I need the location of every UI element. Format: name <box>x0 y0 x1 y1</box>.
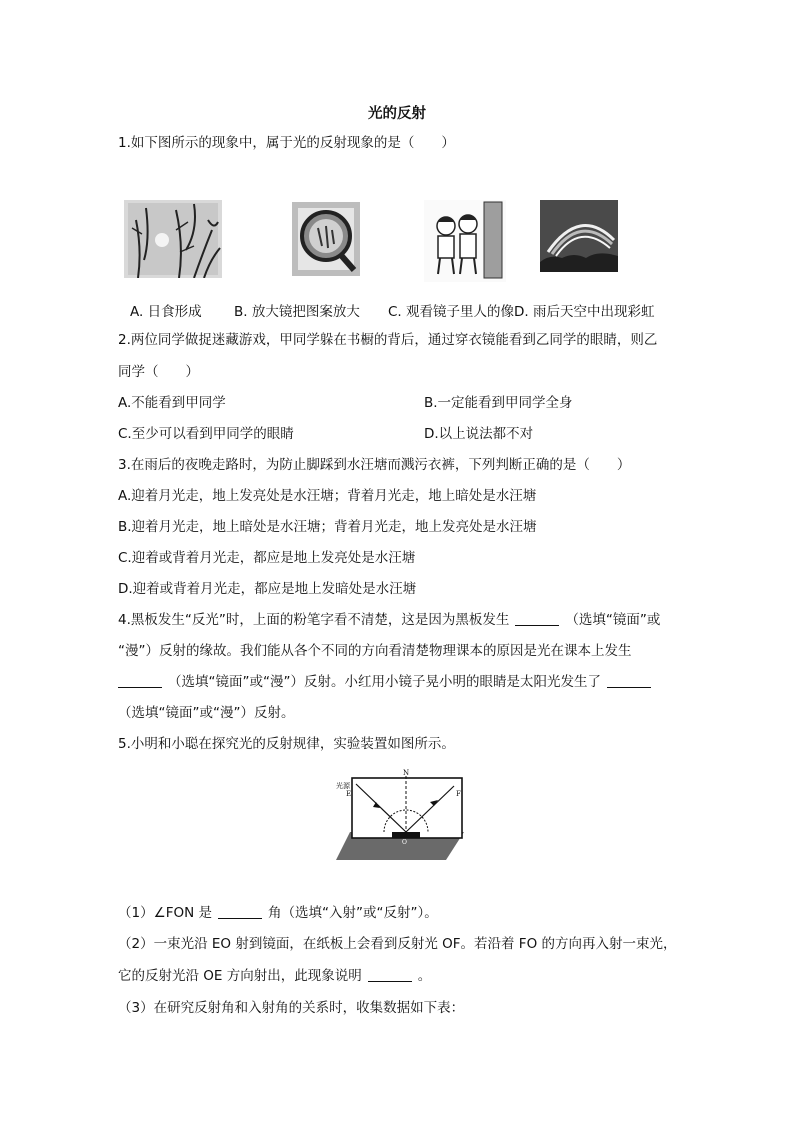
q5-blank-1[interactable] <box>218 904 262 919</box>
q2-option-c: C.至少可以看到甲同学的眼睛 <box>118 426 294 442</box>
q5-part-2-cont <box>118 966 431 986</box>
q5-blank-2[interactable] <box>368 967 412 982</box>
q4-text-3a: （选填“镜面”或“漫”）反射。小红用小镜子晃小明的眼睛是太阳光发生了 <box>168 674 601 690</box>
q5-p2-text-c: 。 <box>417 968 432 984</box>
q4-line-2: “漫”）反射的缘故。我们能从各个不同的方向看清楚物理课本的原因是光在课本上发生 <box>118 643 632 659</box>
q4-line-4: （选填“镜面”或“漫”）反射。 <box>118 705 295 721</box>
q5-p1-text-a: （1）∠FON 是 <box>118 905 212 921</box>
q1-option-d: D. 雨后天空中出现彩虹 <box>514 304 655 320</box>
q4-line-1 <box>118 610 660 630</box>
label-e: E <box>346 790 352 798</box>
q3-stem: 3.在雨后的夜晚走路时，为防止脚踩到水汪塘而溅污衣裤，下列判断正确的是（ ） <box>118 457 631 473</box>
rainbow-picture <box>540 200 618 272</box>
reflection-apparatus-figure <box>336 766 466 866</box>
q5-part-3: （3）在研究反射角和入射角的关系时，收集数据如下表： <box>118 1000 465 1016</box>
q4-text-1b: （选填“镜面”或 <box>565 612 661 628</box>
q4-blank-2[interactable] <box>118 673 162 688</box>
q3-option-a: A.迎着月光走，地上发亮处是水汪塘；背着月光走，地上暗处是水汪塘 <box>118 488 537 504</box>
q3-option-d: D.迎着或背着月光走，都应是地上发暗处是水汪塘 <box>118 581 417 597</box>
q1-option-c: C. 观看镜子里人的像 <box>388 304 515 320</box>
q5-stem: 5.小明和小聪在探究光的反射规律，实验装置如图所示。 <box>118 736 455 752</box>
label-n: N <box>403 769 410 777</box>
q2-option-d: D.以上说法都不对 <box>424 426 534 442</box>
q2-stem: 2.两位同学做捉迷藏游戏，甲同学躲在书橱的背后，通过穿衣镜能看到乙同学的眼睛，则乙 <box>118 332 658 348</box>
label-f: F <box>456 790 461 798</box>
eclipse-picture <box>124 200 222 278</box>
q1-option-b: B. 放大镜把图案放大 <box>234 304 360 320</box>
q2-option-a: A.不能看到甲同学 <box>118 395 226 411</box>
mirror-picture <box>424 200 506 282</box>
q4-blank-1[interactable] <box>515 611 559 626</box>
q1-option-a: A. 日食形成 <box>130 304 202 320</box>
q5-p2-text-b: 它的反射光沿 OE 方向射出，此现象说明 <box>118 968 362 984</box>
label-o: O <box>402 839 407 846</box>
q4-blank-3[interactable] <box>607 673 651 688</box>
q3-option-c: C.迎着或背着月光走，都应是地上发亮处是水汪塘 <box>118 550 416 566</box>
label-light-source: 光源 <box>336 782 350 790</box>
q1-stem: 1.如下图所示的现象中，属于光的反射现象的是（ ） <box>118 135 455 151</box>
page-title: 光的反射 <box>368 106 426 122</box>
magnifier-picture <box>292 200 362 278</box>
q4-line-3 <box>118 672 657 692</box>
q5-part-1 <box>118 903 438 923</box>
q5-part-2: （2）一束光沿 EO 射到镜面，在纸板上会看到反射光 OF。若沿着 FO 的方向再入射一束光， <box>118 936 677 952</box>
q3-option-b: B.迎着月光走，地上暗处是水汪塘；背着月光走，地上发亮处是水汪塘 <box>118 519 537 535</box>
q5-p1-text-b: 角（选填“入射”或“反射”）。 <box>267 905 438 921</box>
q4-text-1a: 4.黑板发生“反光”时，上面的粉笔字看不清楚，这是因为黑板发生 <box>118 612 510 628</box>
q2-option-b: B.一定能看到甲同学全身 <box>424 395 573 411</box>
q2-stem-cont: 同学（ ） <box>118 364 199 380</box>
